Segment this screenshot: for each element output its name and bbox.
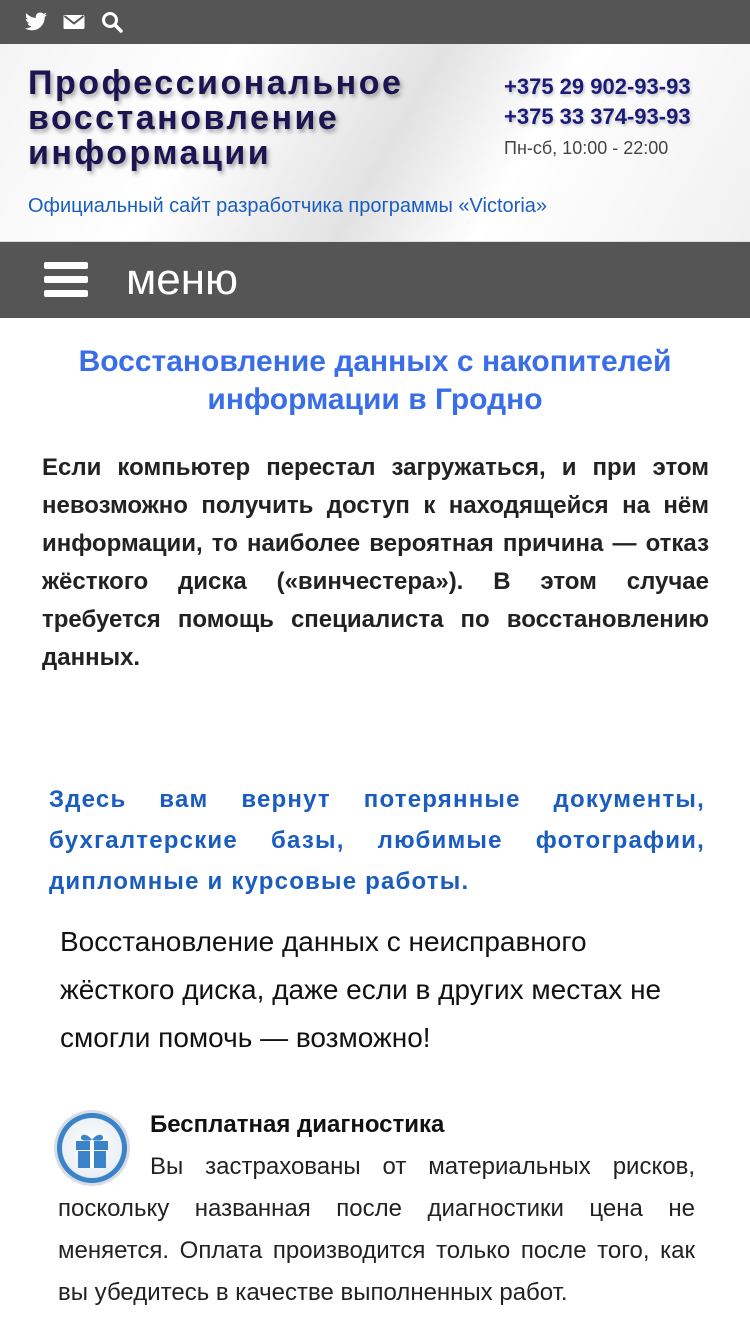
site-header — [0, 44, 750, 242]
contacts — [504, 72, 714, 159]
hamburger-icon[interactable] — [44, 262, 88, 298]
page-heading: Восстановление данных с накопителей информации в Гродно — [78, 345, 672, 416]
site-title[interactable]: Профессиональное восстановление информации — [28, 64, 404, 172]
menu-bar[interactable] — [0, 242, 750, 318]
phone-link-2[interactable]: +375 33 374-93-93 — [504, 104, 691, 129]
statement-text: Восстановление данных с неисправного жёсткого диска, даже если в других местах не смогли помочь — возможно! — [60, 926, 662, 1053]
menu-label[interactable]: меню — [126, 255, 239, 304]
search-icon[interactable] — [100, 10, 124, 34]
working-hours: Пн-сб, 10:00 - 22:00 — [504, 138, 669, 158]
feature-text: Вы застрахованы от материальных рисков, поскольку названная после диагностики цена не меняется. Оплата производится только после того, как вы убедитесь в качестве выполненных работ. — [58, 1153, 695, 1306]
promo-text: Здесь вам вернут потерянные документы, бухгалтерские базы, любимые фотографии, дипломные и курсовые работы. — [49, 786, 705, 895]
lead-paragraph: Если компьютер перестал загружаться, и при этом невозможно получить доступ к находящейся на нём информации, то наиболее вероятная причина — отказ жёсткого диска («винчестера»). В этом случае требуется помощь специалиста по восстановлению данных. — [42, 454, 709, 671]
tagline: Официальный сайт разработчика программы «Victoria» — [28, 195, 548, 217]
feature-title: Бесплатная диагностика — [150, 1111, 445, 1138]
top-bar — [0, 0, 750, 44]
phone-link-1[interactable]: +375 29 902-93-93 — [504, 74, 691, 99]
mail-icon[interactable] — [62, 10, 86, 34]
twitter-icon[interactable] — [24, 10, 48, 34]
